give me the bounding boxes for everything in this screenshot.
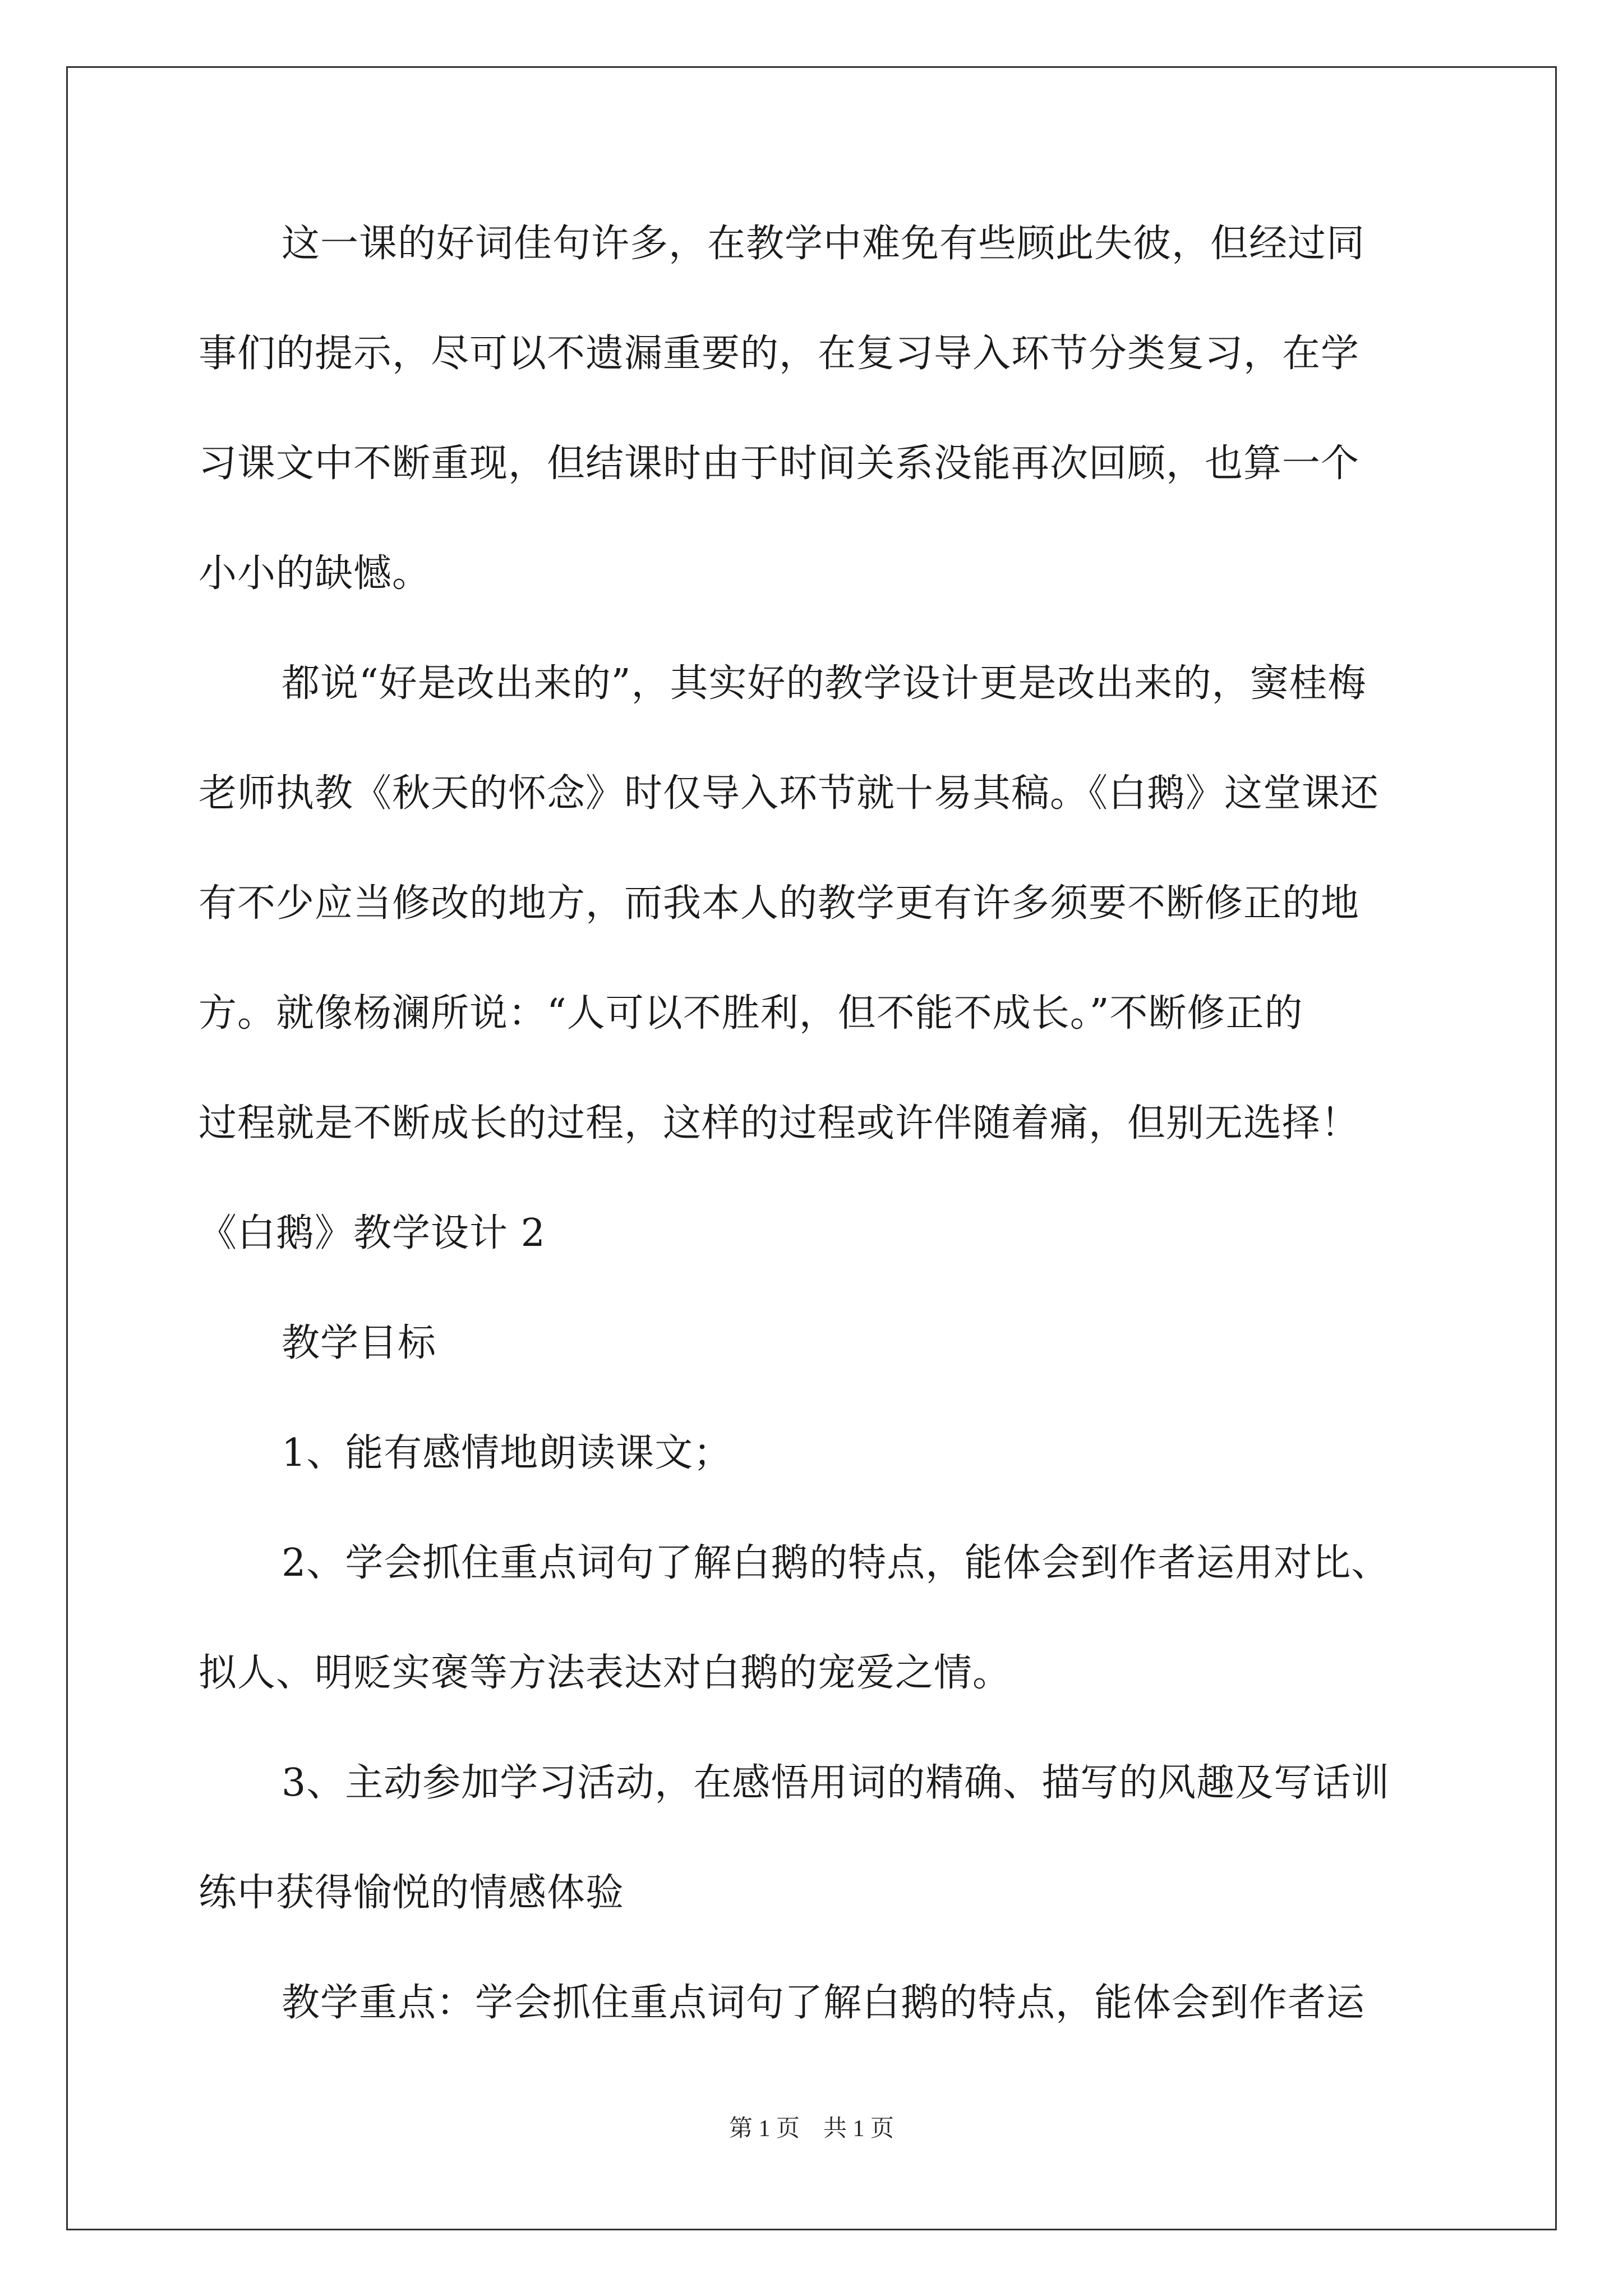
paragraph-line: 小小的缺憾。 <box>199 551 431 596</box>
list-item: 3、主动参加学习活动，在感悟用词的精确、描写的风趣及写话训 <box>282 1761 1390 1805</box>
paragraph-line: 有不少应当修改的地方，而我本人的教学更有许多须要不断修正的地 <box>199 881 1360 926</box>
paragraph-line: 方。就像杨澜所说：“人可以不胜利，但不能不成长。”不断修正的 <box>199 991 1303 1036</box>
paragraph-line: 教学重点：学会抓住重点词句了解白鹅的特点，能体会到作者运 <box>282 1981 1366 2025</box>
paragraph-line: 这一课的好词佳句许多，在教学中难免有些顾此失彼，但经过同 <box>282 222 1366 266</box>
list-item-continuation: 练中获得愉悦的情感体验 <box>199 1871 625 1915</box>
paragraph-line: 过程就是不断成长的过程，这样的过程或许伴随着痛，但别无选择！ <box>199 1101 1360 1145</box>
list-item: 1、能有感情地朗读课文； <box>282 1431 732 1475</box>
list-item: 2、学会抓住重点词句了解白鹅的特点，能体会到作者运用对比、 <box>282 1541 1390 1585</box>
page-footer: 第 1 页 共 1 页 <box>728 2116 894 2142</box>
paragraph-line: 事们的提示，尽可以不遗漏重要的，在复习导入环节分类复习，在学 <box>199 332 1360 376</box>
section-heading: 《白鹅》教学设计 2 <box>199 1211 546 1255</box>
subheading: 教学目标 <box>282 1321 437 1365</box>
paragraph-line: 都说“好是改出来的”，其实好的教学设计更是改出来的，窦桂梅 <box>282 661 1367 706</box>
list-item-continuation: 拟人、明贬实褒等方法表达对白鹅的宠爱之情。 <box>199 1651 1012 1695</box>
paragraph-line: 老师执教《秋天的怀念》时仅导入环节就十易其稿。《白鹅》这堂课还 <box>199 771 1380 816</box>
paragraph-line: 习课文中不断重现，但结课时由于时间关系没能再次回顾，也算一个 <box>199 441 1360 486</box>
